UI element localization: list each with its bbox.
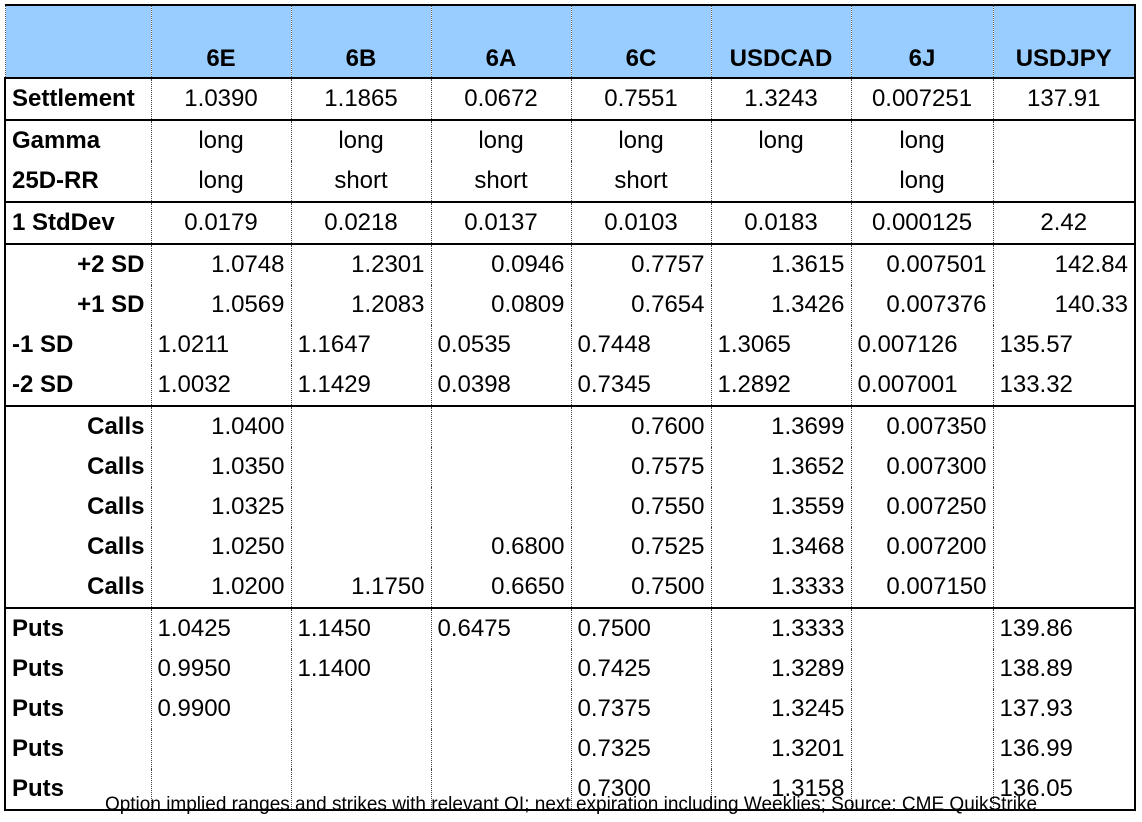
table-cell: 0.6650 [431, 567, 571, 608]
table-cell: 1.1647 [291, 325, 431, 365]
table-cell: 0.7575 [571, 447, 711, 487]
column-header: USDJPY [993, 5, 1135, 78]
table-cell: 0.7550 [571, 487, 711, 527]
table-cell [711, 161, 851, 202]
table-cell: 1.2301 [291, 244, 431, 285]
table-cell: 0.0103 [571, 202, 711, 244]
header-corner [5, 5, 151, 78]
row-label: Puts [5, 769, 151, 810]
row-label: -2 SD [5, 365, 151, 406]
table-cell: 0.7654 [571, 285, 711, 325]
table-cell: 1.0350 [151, 447, 291, 487]
table-cell: 1.3245 [711, 689, 851, 729]
table-cell: 0.0179 [151, 202, 291, 244]
table-cell [431, 729, 571, 769]
table-cell: 1.0200 [151, 567, 291, 608]
table-cell [993, 527, 1135, 567]
table-cell [993, 447, 1135, 487]
row-label: Calls [5, 527, 151, 567]
table-cell [431, 649, 571, 689]
table-cell: 1.3243 [711, 78, 851, 120]
table-cell: 1.0390 [151, 78, 291, 120]
row-label: Calls [5, 447, 151, 487]
table-cell: 1.1450 [291, 608, 431, 649]
table-cell: 1.0250 [151, 527, 291, 567]
table-cell [851, 729, 993, 769]
table-cell [291, 527, 431, 567]
table-cell: 0.007126 [851, 325, 993, 365]
table-cell: 0.7551 [571, 78, 711, 120]
calls-row [5, 567, 1135, 608]
table-cell: short [291, 161, 431, 202]
table-cell: 0.9950 [151, 649, 291, 689]
table-cell: 0.7500 [571, 567, 711, 608]
table-cell: 0.0535 [431, 325, 571, 365]
table-cell: long [291, 120, 431, 161]
table-cell [291, 487, 431, 527]
table-cell: 0.007250 [851, 487, 993, 527]
table-cell [851, 608, 993, 649]
row-label: Calls [5, 567, 151, 608]
table-cell: 138.89 [993, 649, 1135, 689]
table-cell [431, 689, 571, 729]
table-cell [993, 406, 1135, 447]
table-cell: 139.86 [993, 608, 1135, 649]
table-cell: 1.3333 [711, 608, 851, 649]
calls-row [5, 406, 1135, 447]
table-cell: 0.0183 [711, 202, 851, 244]
table-cell: 0.7525 [571, 527, 711, 567]
table-cell: 0.7425 [571, 649, 711, 689]
table-cell: 0.0672 [431, 78, 571, 120]
table-cell: 0.000125 [851, 202, 993, 244]
puts-row [5, 608, 1135, 649]
table-cell: 0.7300 [571, 769, 711, 810]
table-cell: 0.007501 [851, 244, 993, 285]
row-label: Puts [5, 608, 151, 649]
row-label: Puts [5, 649, 151, 689]
table-cell: long [851, 161, 993, 202]
table-cell: 1.2892 [711, 365, 851, 406]
puts-row [5, 729, 1135, 769]
table-cell [993, 487, 1135, 527]
table-cell: 0.0137 [431, 202, 571, 244]
table-cell: 0.0809 [431, 285, 571, 325]
row-label: Calls [5, 406, 151, 447]
row-label: +1 SD [5, 285, 151, 325]
row-label: Gamma [5, 120, 151, 161]
table-cell: 1.1429 [291, 365, 431, 406]
table-cell: long [431, 120, 571, 161]
table-cell: 1.0032 [151, 365, 291, 406]
table-cell: 136.05 [993, 769, 1135, 810]
table-cell: short [431, 161, 571, 202]
table-cell: long [151, 161, 291, 202]
gamma-row [5, 120, 1135, 161]
table-cell [851, 689, 993, 729]
table-cell: 1.3699 [711, 406, 851, 447]
table-cell: 1.3468 [711, 527, 851, 567]
table-cell: 0.7375 [571, 689, 711, 729]
table-cell: 1.1400 [291, 649, 431, 689]
table-cell [151, 729, 291, 769]
table-cell: 0.9900 [151, 689, 291, 729]
table-cell [291, 689, 431, 729]
row-label: +2 SD [5, 244, 151, 285]
table-cell: long [151, 120, 291, 161]
table-cell [993, 161, 1135, 202]
table-cell: long [851, 120, 993, 161]
minus-1sd-row [5, 325, 1135, 365]
table-cell: 0.7500 [571, 608, 711, 649]
table-cell [431, 447, 571, 487]
table-cell [291, 447, 431, 487]
table-cell: 135.57 [993, 325, 1135, 365]
table-cell [431, 487, 571, 527]
table-cell: 1.0569 [151, 285, 291, 325]
table-cell: 0.7600 [571, 406, 711, 447]
table-cell: 0.007350 [851, 406, 993, 447]
table-cell: 1.2083 [291, 285, 431, 325]
stddev-row [5, 202, 1135, 244]
column-header: 6C [571, 5, 711, 78]
table-cell: 0.7757 [571, 244, 711, 285]
table-cell: 0.7448 [571, 325, 711, 365]
table-cell: 0.7325 [571, 729, 711, 769]
calls-row [5, 527, 1135, 567]
minus-2sd-row [5, 365, 1135, 406]
table-cell: 1.0425 [151, 608, 291, 649]
table-cell: long [571, 120, 711, 161]
row-label: 1 StdDev [5, 202, 151, 244]
options-range-table [4, 4, 1136, 811]
table-cell: long [711, 120, 851, 161]
table-cell: 2.42 [993, 202, 1135, 244]
table-cell: 1.0325 [151, 487, 291, 527]
table-cell: 1.1865 [291, 78, 431, 120]
table-cell: 0.7345 [571, 365, 711, 406]
column-header: 6B [291, 5, 431, 78]
row-label: Settlement [5, 78, 151, 120]
row-label: -1 SD [5, 325, 151, 365]
table-cell: 1.1750 [291, 567, 431, 608]
table-cell: 1.3158 [711, 769, 851, 810]
table-cell: 1.3559 [711, 487, 851, 527]
calls-row [5, 447, 1135, 487]
table-cell: 1.0211 [151, 325, 291, 365]
table-cell: 0.0946 [431, 244, 571, 285]
table-cell: 0.007300 [851, 447, 993, 487]
table-cell: short [571, 161, 711, 202]
risk-reversal-row [5, 161, 1135, 202]
table-cell: 1.3289 [711, 649, 851, 689]
table-cell: 0.6475 [431, 608, 571, 649]
table-cell: 1.3426 [711, 285, 851, 325]
row-label: Calls [5, 487, 151, 527]
column-header: 6E [151, 5, 291, 78]
table-cell: 1.3333 [711, 567, 851, 608]
table-cell: 1.3065 [711, 325, 851, 365]
table-cell [993, 567, 1135, 608]
table-cell: 0.6800 [431, 527, 571, 567]
table-cell [291, 406, 431, 447]
row-label: Puts [5, 689, 151, 729]
row-label: 25D-RR [5, 161, 151, 202]
table-cell: 140.33 [993, 285, 1135, 325]
row-label: Puts [5, 729, 151, 769]
table-cell: 0.007001 [851, 365, 993, 406]
settlement-row [5, 78, 1135, 120]
table-cell: 0.007251 [851, 78, 993, 120]
table-cell: 1.0748 [151, 244, 291, 285]
table-cell: 1.0400 [151, 406, 291, 447]
table-cell [431, 406, 571, 447]
table-cell [993, 120, 1135, 161]
plus-2sd-row [5, 244, 1135, 285]
header-row [5, 5, 1135, 78]
table-cell: 0.0398 [431, 365, 571, 406]
table-cell: 1.3615 [711, 244, 851, 285]
column-header: USDCAD [711, 5, 851, 78]
column-header: 6J [851, 5, 993, 78]
table-cell: 136.99 [993, 729, 1135, 769]
table-cell: 0.007200 [851, 527, 993, 567]
table-cell: 137.91 [993, 78, 1135, 120]
table-cell: 142.84 [993, 244, 1135, 285]
table-cell: 1.3652 [711, 447, 851, 487]
table-cell: 137.93 [993, 689, 1135, 729]
table-caption: Option implied ranges and strikes with relevant OI; next expiration including Weeklies; Source: CME QuikStrike [104, 794, 1038, 815]
puts-row [5, 689, 1135, 729]
table-cell: 1.3201 [711, 729, 851, 769]
table-cell: 0.007150 [851, 567, 993, 608]
plus-1sd-row [5, 285, 1135, 325]
table-cell [291, 729, 431, 769]
calls-row [5, 487, 1135, 527]
table-cell: 0.0218 [291, 202, 431, 244]
table-cell: 133.32 [993, 365, 1135, 406]
puts-row [5, 649, 1135, 689]
column-header: 6A [431, 5, 571, 78]
table-cell [851, 649, 993, 689]
table-cell: 0.007376 [851, 285, 993, 325]
